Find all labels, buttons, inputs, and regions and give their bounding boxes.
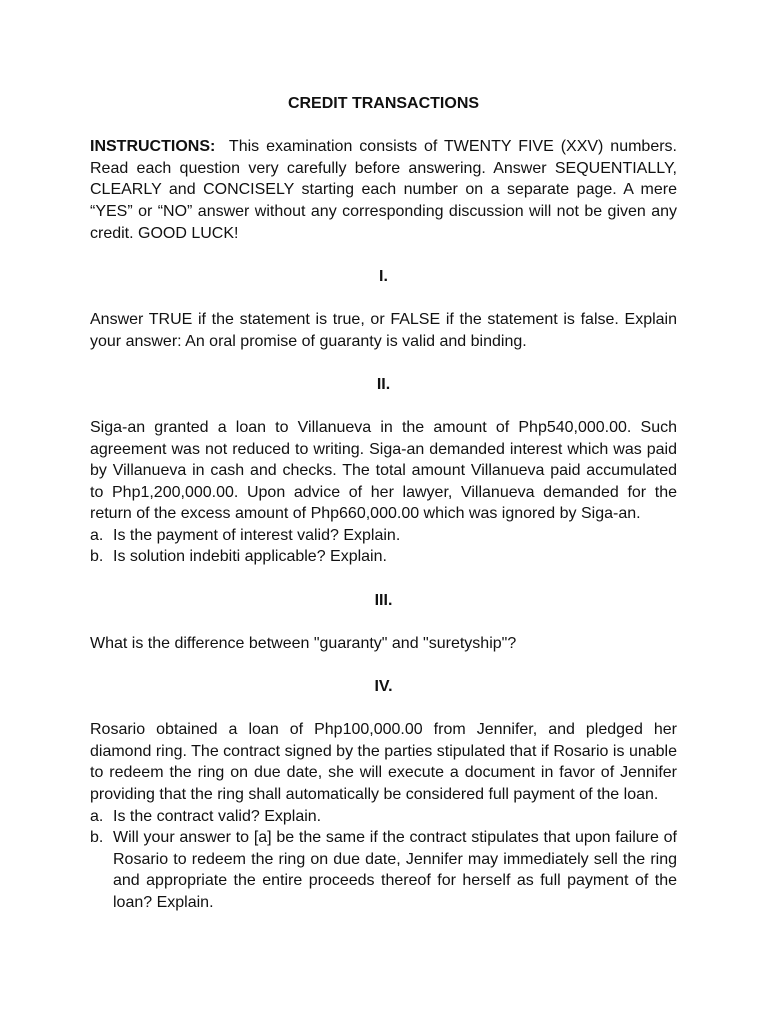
question-2-body: Siga-an granted a loan to Villanueva in the amount of Php540,000.00. Such agreement was not reduced to writing. Siga-an demanded interest which was paid by Villanueva in cash and checks. The total amount Villanueva paid accumulated to Php1,200,000.00. Upon advice of her lawyer, Villanueva demanded for the return of the excess amount of Php660,000.00 which was ignored by Siga-an. bbox=[90, 418, 677, 523]
question-4-body: Rosario obtained a loan of Php100,000.00 from Jennifer, and pledged her diamond ring. The contract signed by the parties stipulated that if Rosario is unable to redeem the ring on due date, she will execute a document in favor of Jennifer providing that the ring shall automatically be considered full payment of the loan. bbox=[90, 721, 677, 803]
question-1-body: Answer TRUE if the statement is true, or FALSE if the statement is false. Explain your answer: An oral promise of guaranty is valid and binding. bbox=[90, 310, 677, 350]
question-3-body: What is the difference between "guaranty" and "suretyship"? bbox=[90, 634, 517, 652]
question-2-numeral: II. bbox=[376, 375, 391, 393]
item-letter: a. bbox=[90, 526, 104, 544]
question-4-item-b bbox=[90, 827, 677, 913]
instructions-text: This examination consists of TWENTY FIVE (XXV) numbers. Read each question very carefully before answering. Answer SEQUENTIALLY, CLEARLY and CONCISELY starting each number on a separate page. A mere “YES” or “NO” answer without any corresponding discussion will not be given any credit. GOOD LUCK! bbox=[90, 138, 678, 242]
instructions-label: INSTRUCTIONS: bbox=[90, 138, 216, 156]
question-1-numeral: I. bbox=[379, 267, 388, 285]
question-4-numeral: IV. bbox=[374, 678, 393, 696]
item-text: Is solution indebiti applicable? Explain. bbox=[113, 548, 387, 566]
item-text: Is the payment of interest valid? Explain. bbox=[113, 526, 401, 544]
item-letter: b. bbox=[90, 829, 104, 847]
item-text: Will your answer to [a] be the same if the contract stipulates that upon failure of Rosario to redeem the ring on due date, Jennifer may immediately sell the ring and appropriate the entire proceeds thereof for herself as full payment of the loan? Explain. bbox=[113, 829, 677, 911]
question-2-item-b bbox=[90, 546, 677, 568]
page-title: CREDIT TRANSACTIONS bbox=[287, 95, 480, 112]
item-letter: a. bbox=[90, 807, 104, 825]
item-text: Is the contract valid? Explain. bbox=[113, 807, 322, 825]
item-letter: b. bbox=[90, 548, 104, 566]
exam-page bbox=[90, 93, 677, 914]
question-4-item-a bbox=[90, 806, 677, 828]
question-3-numeral: III. bbox=[374, 591, 393, 609]
instructions-paragraph bbox=[90, 136, 677, 244]
question-2-item-a bbox=[90, 525, 677, 547]
